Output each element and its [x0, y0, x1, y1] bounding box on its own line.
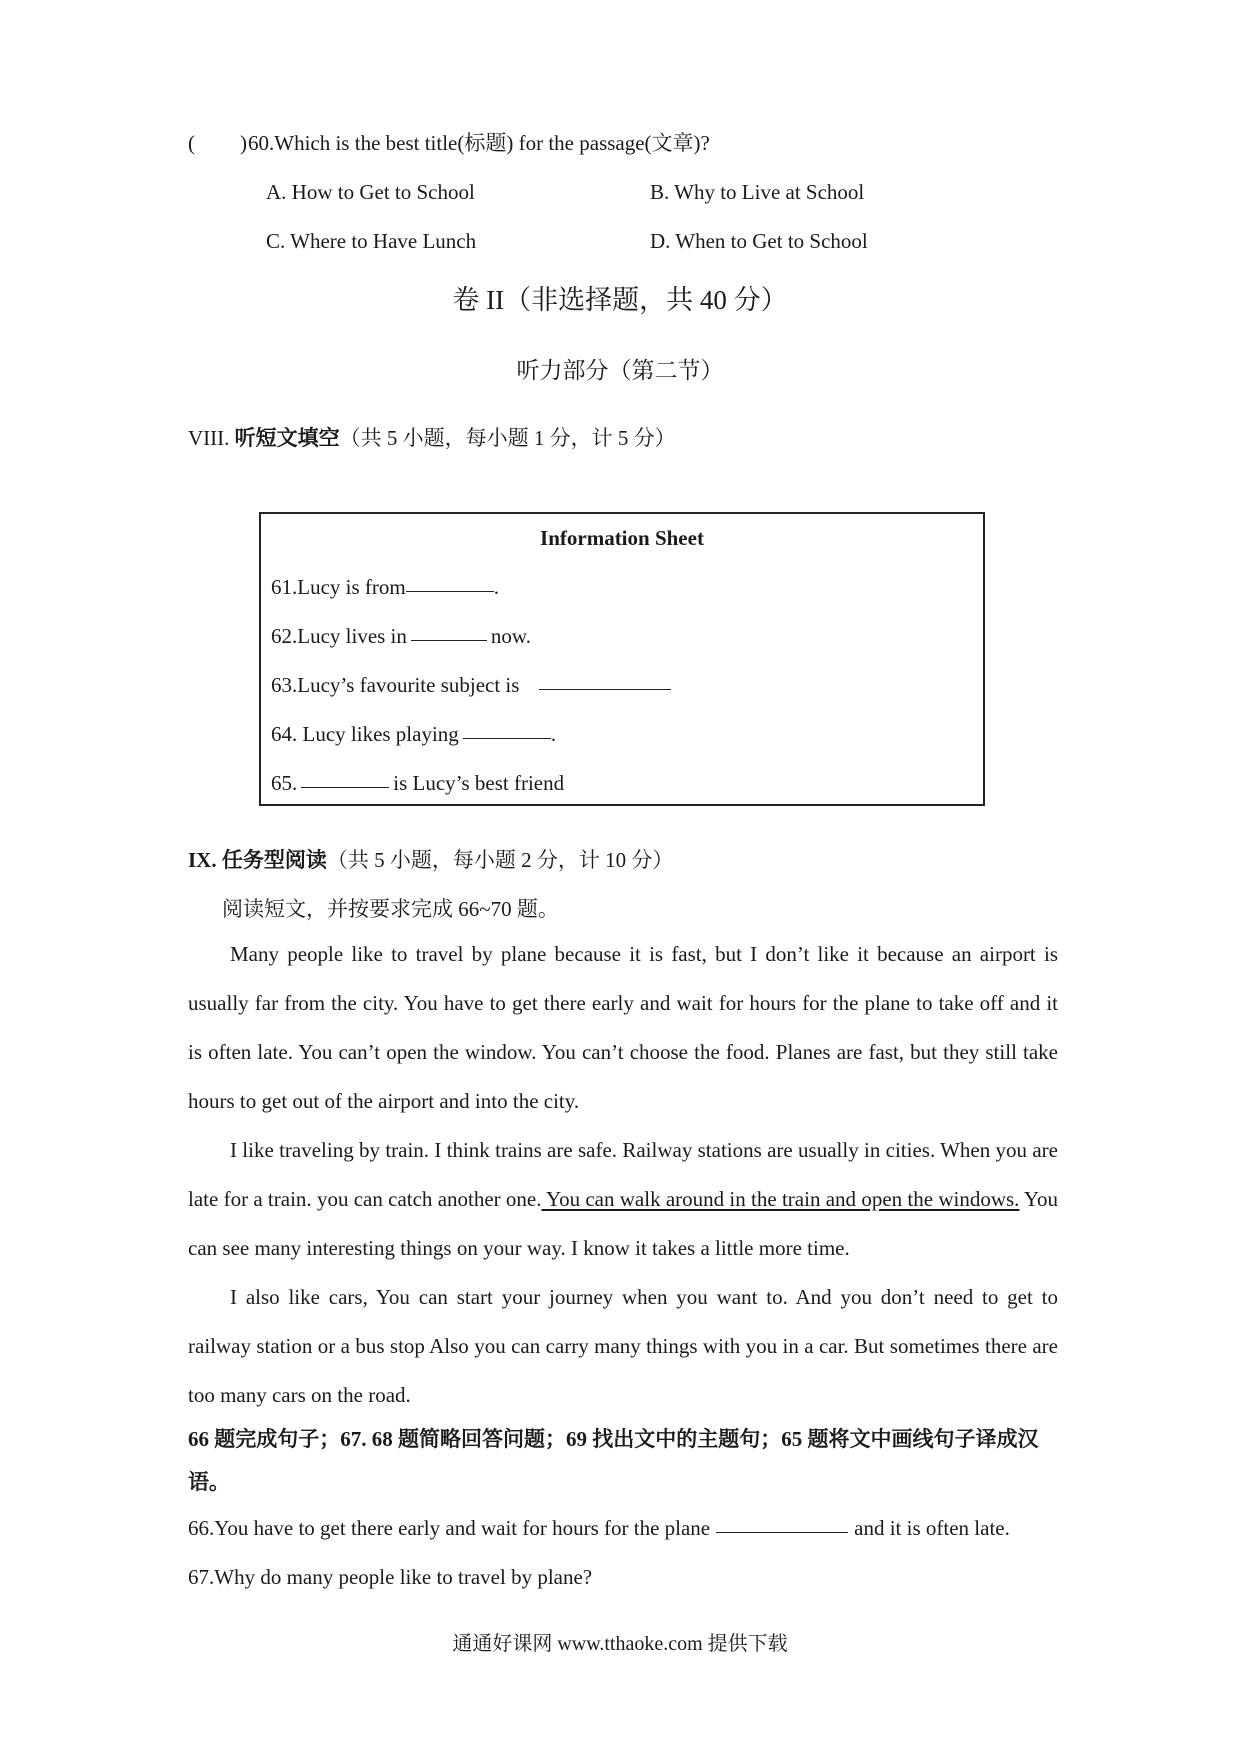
q66-text: 66.You have to get there early and wait for hours for the plane: [188, 1516, 711, 1540]
sheet-item-64: [271, 720, 556, 748]
q61-end: .: [493, 575, 499, 599]
q65-text: 65.: [271, 771, 298, 795]
q61-blank[interactable]: [406, 590, 494, 592]
option-d: D. When to Get to School: [650, 229, 868, 253]
q62-text: 62.Lucy lives in: [271, 624, 407, 648]
section-8-heading: [188, 424, 676, 452]
section-9-heading: [188, 846, 673, 874]
page-footer: 通通好课网 www.tthaoke.com 提供下载: [452, 1633, 788, 1655]
q62-blank[interactable]: [411, 639, 487, 641]
passage-paragraph-2: [188, 1126, 1058, 1273]
q63-blank[interactable]: [539, 688, 671, 690]
passage-paragraph-1: Many people like to travel by plane because it is fast, but I don’t like it because an airport is usually far from the city. You have to get there early and wait for hours for the plane to take off and it is often late. You can’t open the window. You can’t choose the food. Planes are fast, but they still take hours to get out of the airport and into the city.: [188, 942, 1058, 1113]
q64-text: 64. Lucy likes playing: [271, 722, 459, 746]
information-sheet: [259, 512, 985, 806]
section-8-number: VIII.: [188, 426, 230, 450]
q66-end: and it is often late.: [854, 1516, 1010, 1540]
section-8-name: 听短文填空: [234, 426, 340, 450]
paragraph-2-text-b: You can see many interesting things on your way. I know it takes a little more time.: [188, 1187, 1058, 1260]
underlined-sentence: You can walk around in the train and open the windows.: [541, 1187, 1020, 1211]
part-2-title: 卷 II（非选择题，共 40 分）: [452, 285, 788, 315]
section-9-name: 任务型阅读: [221, 848, 327, 872]
option-a: A. How to Get to School: [266, 180, 475, 204]
option-c: C. Where to Have Lunch: [266, 229, 477, 253]
question-60-stem: 60.Which is the best title(标题) for the passage(文章)?: [248, 131, 710, 155]
sheet-item-62: [271, 622, 531, 650]
q64-blank[interactable]: [463, 737, 551, 739]
answer-paren-open: (: [188, 131, 195, 155]
paragraph-2-text-a: I like traveling by train. I think trains are safe. Railway stations are usually in cities. When you are late for a train. you can catch another one.: [188, 1138, 1058, 1211]
question-66: [188, 1514, 1010, 1542]
section-9-number: IX.: [188, 848, 217, 872]
q64-end: .: [550, 722, 557, 746]
sheet-item-61: [271, 573, 499, 601]
section-9-instruction: 阅读短文，并按要求完成 66~70 题。: [222, 897, 559, 921]
q65-blank[interactable]: [301, 786, 389, 788]
listening-section-title: 听力部分（第二节）: [516, 358, 724, 383]
question-67: 67.Why do many people like to travel by plane?: [188, 1565, 593, 1589]
q62-end: now.: [490, 624, 531, 648]
sheet-title: Information Sheet: [540, 526, 704, 550]
option-b: B. Why to Live at School: [650, 180, 865, 204]
sheet-item-63: [271, 671, 675, 699]
section-8-detail: （共 5 小题，每小题 1 分，计 5 分）: [339, 426, 676, 450]
passage-paragraph-3: I also like cars, You can start your journey when you want to. And you don’t need to get to railway station or a bus stop Also you can carry many things with you in a car. But sometimes there are too many cars on the road.: [188, 1285, 1058, 1407]
q63-text: 63.Lucy’s favourite subject is: [271, 673, 520, 697]
q65-end: is Lucy’s best friend: [393, 771, 565, 795]
q61-text: 61.Lucy is from: [271, 575, 406, 599]
sheet-item-65: [271, 769, 564, 797]
task-instruction: 66 题完成句子；67. 68 题简略回答问题；69 找出文中的主题句；65 题将文中画线句子译成汉语。: [188, 1427, 1039, 1494]
section-9-detail: （共 5 小题，每小题 2 分，计 10 分）: [326, 848, 674, 872]
q66-blank[interactable]: [716, 1531, 848, 1533]
answer-paren-close: ): [240, 131, 247, 155]
